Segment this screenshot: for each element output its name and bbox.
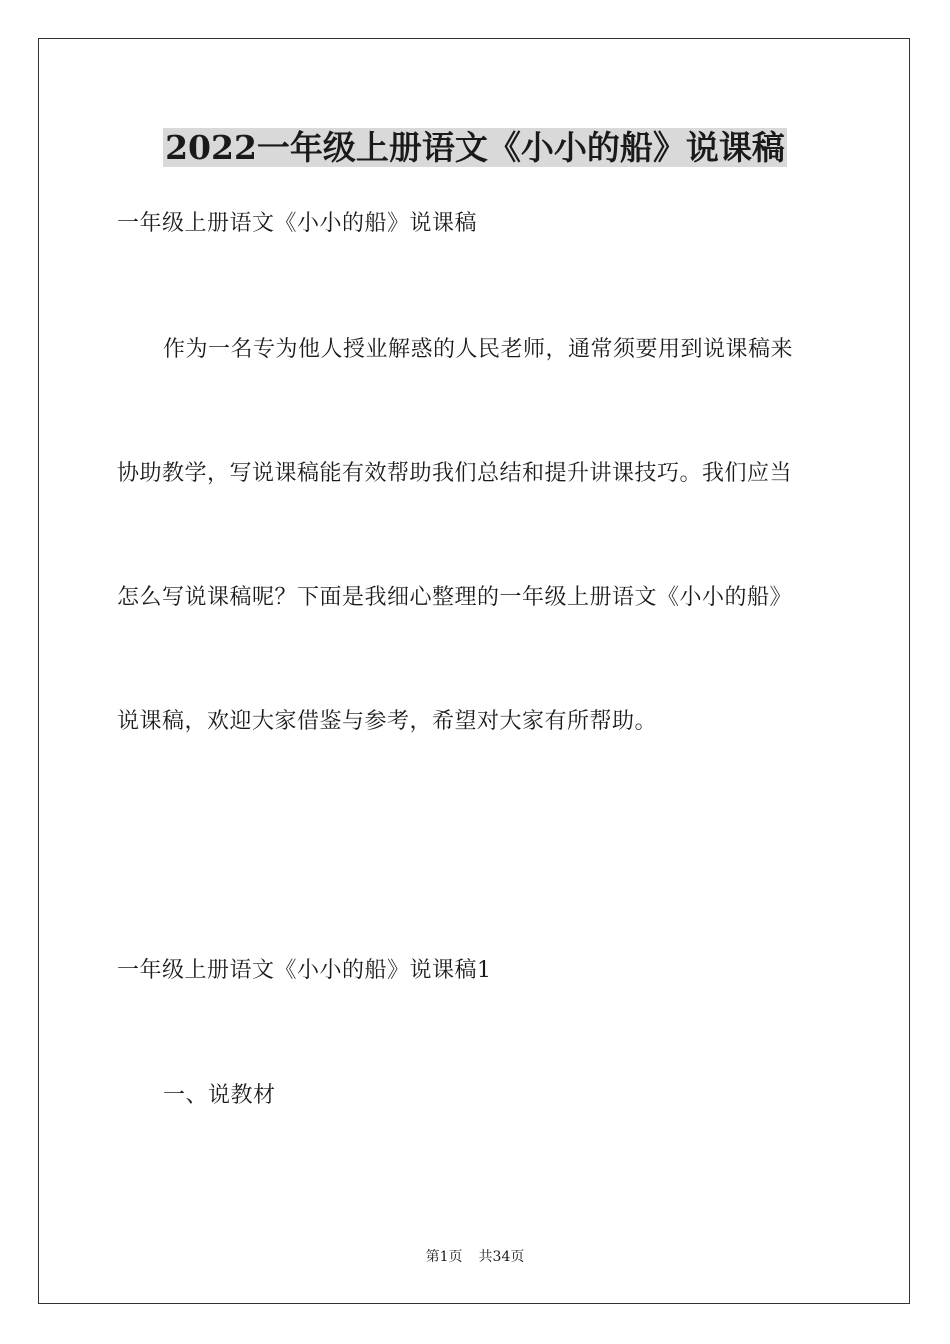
intro-line-4: 说课稿，欢迎大家借鉴与参考，希望对大家有所帮助。 — [117, 709, 658, 734]
document-subtitle: 一年级上册语文《小小的船》说课稿 — [117, 211, 478, 236]
page-footer — [0, 1248, 950, 1266]
document-title-text: 2022一年级上册语文《小小的船》说课稿 — [165, 128, 785, 167]
page-number-current: 第1页 — [425, 1249, 463, 1265]
intro-line-2: 协助教学，写说课稿能有效帮助我们总结和提升讲课技巧。我们应当 — [117, 461, 793, 486]
intro-line-3: 怎么写说课稿呢？下面是我细心整理的一年级上册语文《小小的船》 — [117, 585, 793, 610]
document-title — [0, 126, 950, 170]
section-heading: 一年级上册语文《小小的船》说课稿1 — [117, 958, 492, 983]
intro-line-1: 作为一名专为他人授业解惑的人民老师，通常须要用到说课稿来 — [163, 337, 794, 362]
page-number-total: 共34页 — [478, 1249, 525, 1265]
section-item: 一、说教材 — [163, 1083, 276, 1108]
